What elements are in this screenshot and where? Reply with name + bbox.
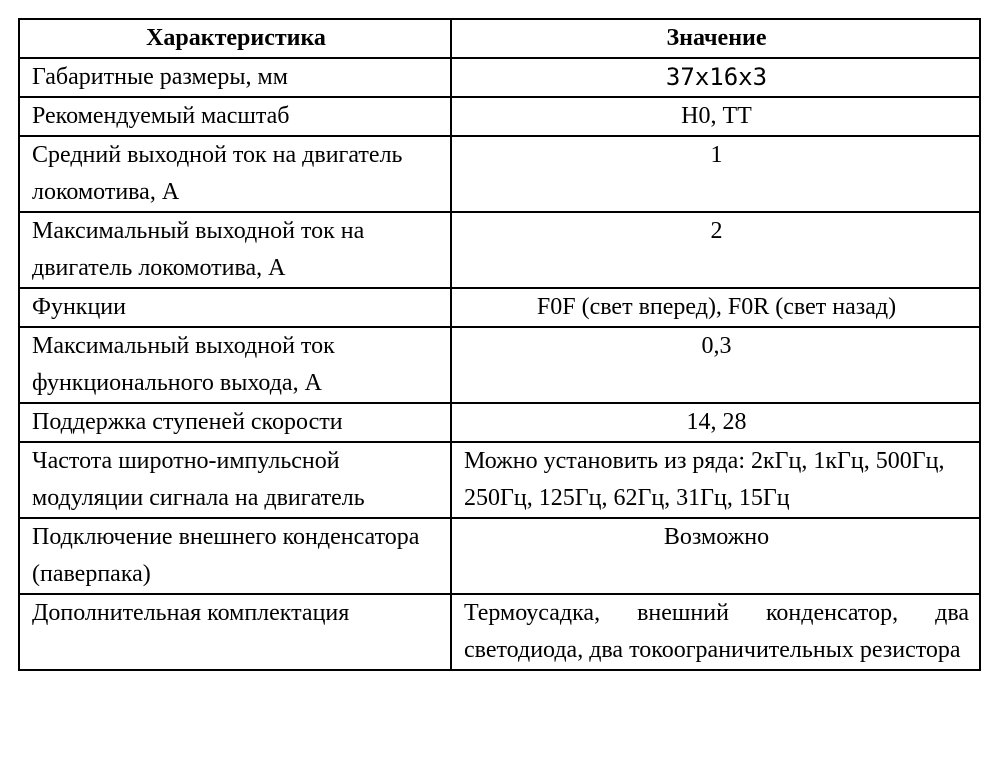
specifications-table — [18, 18, 981, 671]
table-row — [19, 594, 980, 670]
row-value-avg-current: 1 — [451, 136, 980, 212]
table-row — [19, 288, 980, 327]
table-row — [19, 518, 980, 594]
table-row — [19, 136, 980, 212]
row-value-speed-steps: 14, 28 — [451, 403, 980, 442]
row-name-functions: Функции — [19, 288, 451, 327]
header-characteristic: Характеристика — [19, 19, 451, 58]
row-value-extra-kit: Термоусадка, внешний конденсатор, два светодиода, два токоограничительных резистора — [451, 594, 980, 670]
row-name-dimensions: Габаритные размеры, мм — [19, 58, 451, 97]
table-row — [19, 403, 980, 442]
row-value-dimensions: 37х16х3 — [451, 58, 980, 97]
row-name-max-current: Максимальный выходной ток на двигатель локомотива, А — [19, 212, 451, 288]
table-row — [19, 97, 980, 136]
row-name-avg-current: Средний выходной ток на двигатель локомотива, А — [19, 136, 451, 212]
table-header-row — [19, 19, 980, 58]
table-row — [19, 327, 980, 403]
table-row — [19, 212, 980, 288]
row-value-max-current: 2 — [451, 212, 980, 288]
row-name-extra-kit: Дополнительная комплектация — [19, 594, 451, 670]
row-name-speed-steps: Поддержка ступеней скорости — [19, 403, 451, 442]
row-value-pwm-frequency: Можно установить из ряда: 2кГц, 1кГц, 500Гц, 250Гц, 125Гц, 62Гц, 31Гц, 15Гц — [451, 442, 980, 518]
row-name-external-capacitor: Подключение внешнего конденсатора (паверпака) — [19, 518, 451, 594]
table-row — [19, 58, 980, 97]
table-row — [19, 442, 980, 518]
header-value: Значение — [451, 19, 980, 58]
row-value-function-output-current: 0,3 — [451, 327, 980, 403]
row-value-scale: Н0, ТТ — [451, 97, 980, 136]
row-name-function-output-current: Максимальный выходной ток функционального выхода, А — [19, 327, 451, 403]
row-value-functions: F0F (свет вперед), F0R (свет назад) — [451, 288, 980, 327]
row-name-scale: Рекомендуемый масштаб — [19, 97, 451, 136]
row-value-external-capacitor: Возможно — [451, 518, 980, 594]
row-name-pwm-frequency: Частота широтно-импульсной модуляции сигнала на двигатель — [19, 442, 451, 518]
